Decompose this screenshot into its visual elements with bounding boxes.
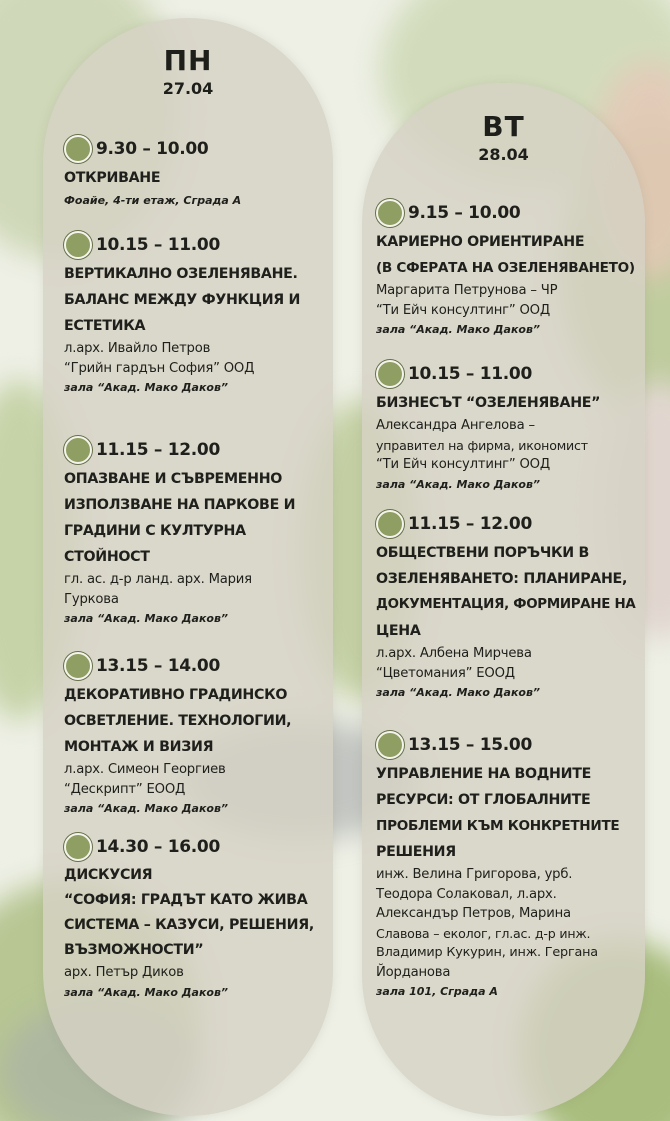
event-time: 11.15 – 12.00: [96, 440, 220, 460]
tuesday-event-3: [376, 510, 646, 703]
event-venue: зала “Акад. Мако Даков”: [376, 686, 541, 699]
green-dot-icon: [376, 199, 404, 227]
green-dot-icon: [64, 436, 92, 464]
green-dot-icon: [64, 231, 92, 259]
tuesday-event-4: [376, 731, 646, 1002]
event-venue: зала “Акад. Мако Даков”: [64, 612, 229, 625]
event-time: 10.15 – 11.00: [96, 235, 220, 255]
monday-day-name: ПН: [163, 44, 213, 77]
green-dot-icon: [376, 731, 404, 759]
event-venue: зала “Акад. Мако Даков”: [64, 985, 229, 999]
event-speaker: арх. Петър Диков: [64, 965, 184, 980]
event-speaker: л.арх. Ивайло Петров “Грийн гардън София” ООД: [64, 341, 255, 376]
monday-header: [43, 44, 333, 98]
event-title: УПРАВЛЕНИЕ НА ВОДНИТЕ РЕСУРСИ: ОТ ГЛОБАЛНИТЕ ПРОБЛЕМИ КЪМ КОНКРЕТНИТЕ РЕШЕНИЯ: [376, 766, 620, 860]
green-dot-icon: [64, 652, 92, 680]
event-speaker: гл. ас. д-р ланд. арх. Мария Гуркова: [64, 572, 252, 607]
event-time: 13.15 – 15.00: [408, 735, 532, 755]
event-venue: зала “Акад. Мако Даков”: [376, 323, 541, 336]
event-title: ОПАЗВАНЕ И СЪВРЕМЕННО ИЗПОЛЗВАНЕ НА ПАРКОВЕ И ГРАДИНИ С КУЛТУРНА СТОЙНОСТ: [64, 471, 296, 565]
monday-event-1: [64, 135, 326, 211]
tuesday-date: 28.04: [478, 145, 529, 164]
green-dot-icon: [64, 833, 92, 861]
tuesday-event-1: [376, 199, 646, 340]
event-speaker: инж. Велина Григорова, урб. Теодора Солаковал, л.арх. Александър Петров, Марина Славова – еколог, гл.ас. д-р инж. Владимир Кукурин, инж. Гергана Йорданова: [376, 867, 598, 980]
tuesday-header: [362, 110, 645, 164]
event-title: ВЕРТИКАЛНО ОЗЕЛЕНЯВАНЕ. БАЛАНС МЕЖДУ ФУНКЦИЯ И ЕСТЕТИКА: [64, 266, 301, 334]
event-speaker: л.арх. Албена Мирчева “Цветомания” ЕООД: [376, 646, 532, 681]
event-venue: зала “Акад. Мако Даков”: [64, 802, 229, 815]
green-dot-icon: [64, 135, 92, 163]
event-venue: зала 101, Сграда А: [376, 985, 498, 998]
event-time: 11.15 – 12.00: [408, 514, 532, 534]
event-speaker: Александра Ангелова – управител на фирма, икономист “Ти Ейч консултинг” ООД: [376, 418, 588, 472]
event-time: 14.30 – 16.00: [96, 837, 220, 857]
green-dot-icon: [376, 510, 404, 538]
monday-event-5: [64, 833, 326, 1003]
tuesday-day-name: ВТ: [482, 110, 525, 143]
monday-date: 27.04: [162, 79, 214, 98]
event-title: ДЕКОРАТИВНО ГРАДИНСКО ОСВЕТЛЕНИЕ. ТЕХНОЛОГИИ, МОНТАЖ И ВИЗИЯ: [64, 687, 292, 755]
event-speaker: л.арх. Симеон Георгиев “Дескрипт” ЕООД: [64, 762, 226, 797]
event-title: КАРИЕРНО ОРИЕНТИРАНЕ (В СФЕРАТА НА ОЗЕЛЕНЯВАНЕТО): [376, 234, 635, 276]
event-time: 10.15 – 11.00: [408, 364, 532, 384]
event-title: ОТКРИВАНЕ: [64, 170, 161, 186]
event-title: ОБЩЕСТВЕНИ ПОРЪЧКИ В ОЗЕЛЕНЯВАНЕТО: ПЛАНИРАНЕ, ДОКУМЕНТАЦИЯ, ФОРМИРАНЕ НА ЦЕНА: [376, 545, 636, 639]
monday-event-2: [64, 231, 326, 398]
event-venue: зала “Акад. Мако Даков”: [376, 477, 541, 491]
event-time: 9.15 – 10.00: [408, 203, 521, 223]
green-dot-icon: [376, 360, 404, 388]
event-time: 13.15 – 14.00: [96, 656, 220, 676]
monday-event-4: [64, 652, 326, 819]
monday-event-3: [64, 436, 326, 629]
event-venue: Фоайе, 4-ти етаж, Сграда А: [64, 194, 242, 207]
event-time: 9.30 – 10.00: [96, 139, 209, 159]
event-venue: зала “Акад. Мако Даков”: [64, 381, 229, 394]
event-title: ДИСКУСИЯ “СОФИЯ: ГРАДЪТ КАТО ЖИВА СИСТЕМА – КАЗУСИ, РЕШЕНИЯ, ВЪЗМОЖНОСТИ”: [64, 867, 314, 958]
tuesday-event-2: [376, 360, 646, 495]
event-speaker: Маргарита Петрунова – ЧР “Ти Ейч консултинг” ООД: [376, 283, 558, 318]
event-title: БИЗНЕСЪТ “ОЗЕЛЕНЯВАНЕ”: [376, 395, 601, 411]
